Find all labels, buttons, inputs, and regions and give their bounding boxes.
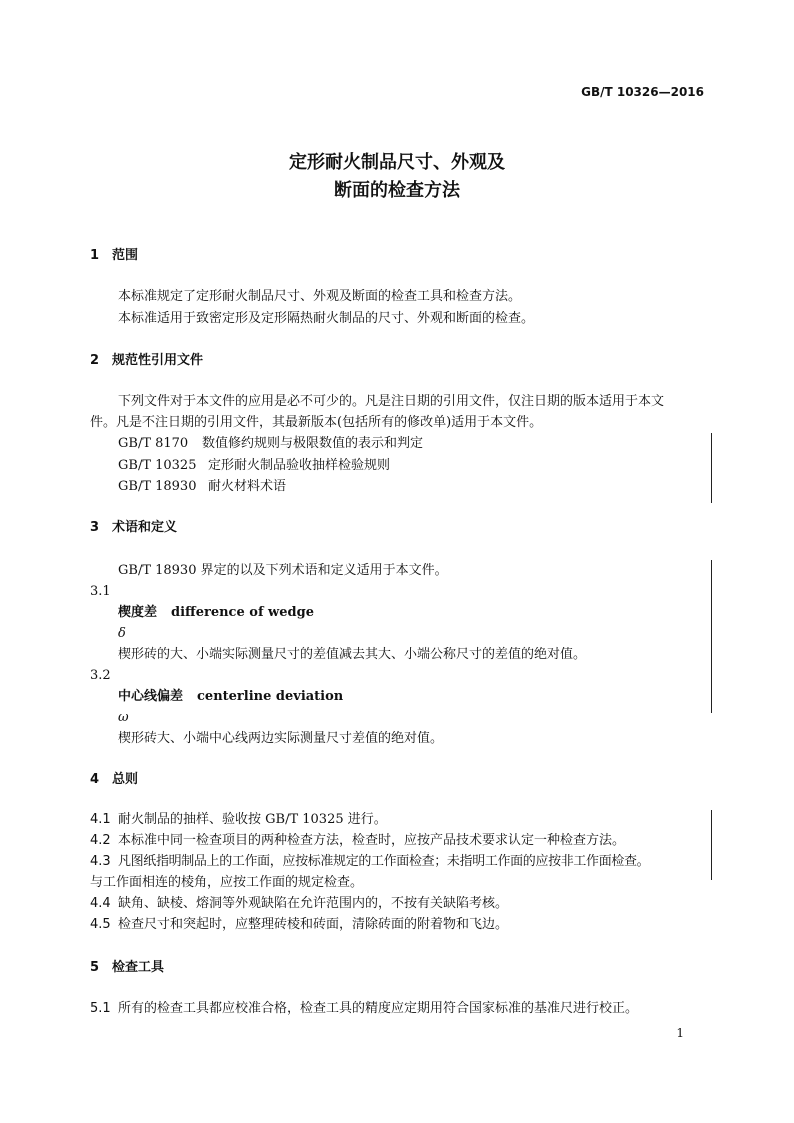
paragraph-continuation: 件。凡是不注日期的引用文件，其最新版本(包括所有的修改单)适用于本文件。	[90, 415, 543, 430]
reference-item	[118, 437, 423, 450]
reference-code: GB/T 18930	[118, 479, 197, 494]
section-1-heading	[90, 249, 138, 262]
paragraph: 本标准规定了定形耐火制品尺寸、外观及断面的检查工具和检查方法。	[118, 289, 522, 304]
section-number: 1	[90, 248, 100, 263]
reference-code: GB/T 8170	[118, 436, 189, 451]
reference-item	[118, 480, 286, 493]
revision-bar	[711, 433, 712, 503]
term-entry	[118, 606, 314, 619]
clause	[90, 897, 508, 910]
section-4-heading	[90, 773, 138, 786]
clause-number: 4.4	[90, 896, 111, 911]
section-title: 总则	[112, 772, 139, 787]
clause-text: 凡图纸指明制品上的工作面，应按标准规定的工作面检查；未指明工作面的应按非工作面检查。	[118, 854, 650, 869]
section-title: 规范性引用文件	[112, 353, 204, 368]
term-english: centerline deviation	[197, 689, 344, 704]
section-title: 检查工具	[112, 960, 165, 975]
clause	[90, 855, 649, 868]
clause-text: 检查尺寸和突起时，应整理砖棱和砖面，清除砖面的附着物和飞边。	[118, 917, 509, 932]
reference-title: 数值修约规则与极限数值的表示和判定	[202, 436, 424, 451]
term-chinese: 楔度差	[118, 605, 158, 620]
clause-text: 本标准中同一检查项目的两种检查方法，检查时，应按产品技术要求认定一种检查方法。	[118, 833, 626, 848]
section-number: 5	[90, 960, 100, 975]
clause-number: 4.1	[90, 812, 111, 827]
section-title: 范围	[112, 248, 139, 263]
term-number: 3.1	[90, 584, 111, 599]
clause-text: 耐火制品的抽样、验收按 GB/T 10325 进行。	[118, 812, 387, 827]
document-title-line-1: 定形耐火制品尺寸、外观及	[289, 152, 505, 173]
term-symbol: δ	[118, 626, 126, 641]
reference-title: 定形耐火制品验收抽样检验规则	[208, 458, 391, 473]
reference-title: 耐火材料术语	[208, 479, 287, 494]
document-title-line-2: 断面的检查方法	[334, 180, 460, 201]
term-definition: 楔形砖大、小端中心线两边实际测量尺寸差值的绝对值。	[118, 731, 444, 746]
paragraph: 下列文件对于本文件的应用是必不可少的。凡是注日期的引用文件，仅注日期的版本适用于本文	[118, 394, 665, 409]
clause	[90, 918, 508, 931]
section-title: 术语和定义	[112, 520, 178, 535]
clause-text: 缺角、缺棱、熔洞等外观缺陷在允许范围内的，不按有关缺陷考核。	[118, 896, 509, 911]
term-symbol: ω	[118, 710, 129, 725]
standard-code: GB/T 10326—2016	[581, 85, 704, 99]
clause-text: 所有的检查工具都应校准合格，检查工具的精度应定期用符合国家标准的基准尺进行校正。	[118, 1001, 639, 1016]
revision-bar	[711, 560, 712, 713]
section-number: 3	[90, 520, 100, 535]
term-english: difference of wedge	[171, 605, 314, 620]
term-entry	[118, 690, 343, 703]
paragraph: GB/T 18930 界定的以及下列术语和定义适用于本文件。	[118, 563, 448, 578]
section-5-heading	[90, 961, 164, 974]
clause	[90, 834, 625, 847]
section-2-heading	[90, 354, 203, 367]
section-number: 4	[90, 772, 100, 787]
page-number: 1	[676, 1026, 684, 1040]
revision-bar	[711, 810, 712, 880]
term-number: 3.2	[90, 668, 111, 683]
term-chinese: 中心线偏差	[118, 689, 184, 704]
section-number: 2	[90, 353, 100, 368]
clause-number: 4.3	[90, 854, 111, 869]
term-definition: 楔形砖的大、小端实际测量尺寸的差值减去其大、小端公称尺寸的差值的绝对值。	[118, 647, 587, 662]
clause-continuation: 与工作面相连的棱角，应按工作面的规定检查。	[90, 875, 364, 890]
clause-number: 4.5	[90, 917, 111, 932]
section-3-heading	[90, 521, 177, 534]
paragraph: 本标准适用于致密定形及定形隔热耐火制品的尺寸、外观和断面的检查。	[118, 311, 535, 326]
reference-code: GB/T 10325	[118, 458, 197, 473]
clause-number: 4.2	[90, 833, 111, 848]
clause	[90, 1002, 638, 1015]
clause	[90, 813, 387, 826]
reference-item	[118, 459, 390, 472]
clause-number: 5.1	[90, 1001, 111, 1016]
